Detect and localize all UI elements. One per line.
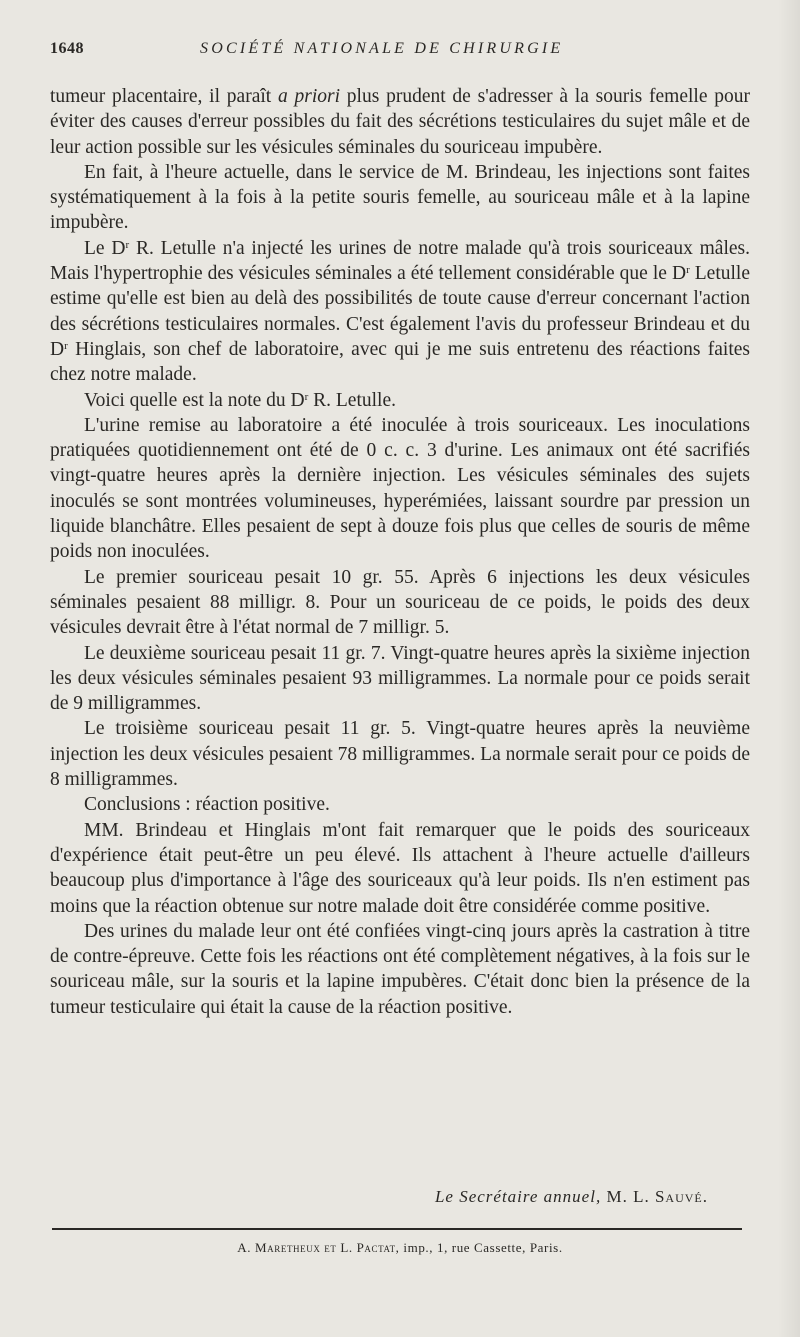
- signature-role: Le Secrétaire annuel,: [434, 1187, 602, 1206]
- paragraph-6: Le premier souriceau pesait 10 gr. 55. Après 6 injections les deux vésicules séminales pesaient 88 milligr. 8. Pour un souriceau de ce poids, le poids des deux vésicules devrait être à l'état normal de 7 milligr. 5.: [50, 566, 750, 639]
- imprint-printers: A. Maretheux et L. Pactat,: [237, 1240, 400, 1255]
- paragraph-4-text-a: Voici quelle est la note du D: [84, 389, 305, 411]
- body-text: [50, 84, 750, 1020]
- page-number: 1648: [50, 40, 84, 57]
- paragraph-8: Le troisième souriceau pesait 11 gr. 5. Vingt-quatre heures après la neuvième injection les deux vésicules pesaient 78 milligrammes. La normale serait pour ce poids de 8 milligrammes.: [50, 718, 750, 791]
- paragraph-3: [50, 236, 750, 388]
- superscript-dr: r: [304, 390, 309, 403]
- paragraph-7: Le deuxième souriceau pesait 11 gr. 7. Vingt-quatre heures après la sixième injection les deux vésicules séminales pesaient 93 milligrammes. La normale pour ce poids serait de 9 milligrammes.: [50, 642, 750, 715]
- paragraph-9: Conclusions : réaction positive.: [84, 794, 330, 816]
- superscript-dr: r: [686, 264, 690, 277]
- footer-rule: [52, 1228, 742, 1230]
- paragraph-1-text-a: tumeur placentaire, il paraît: [50, 86, 278, 107]
- paragraph-5: L'urine remise au laboratoire a été inoculée à trois souriceaux. Les inoculations pratiquées quotidiennement ont été de 0 c. c. 3 d'urine. Les animaux ont été sacrifiés vingt-quatre heures après la dernière injection. Les vésicules séminales des sujets inoculés se sont montrées volumineuses, hyperémiées, laissant sourdre par pression un liquide blanchâtre. Elles pesaient de sept à douze fois plus que celles de souris de même poids non inoculées.: [50, 414, 750, 563]
- paragraph-4-text-b: R. Letulle.: [308, 389, 396, 411]
- page-header: [50, 40, 750, 70]
- superscript-dr: r: [64, 339, 68, 352]
- signature: [435, 1187, 708, 1207]
- paragraph-3-text-a: Le D: [84, 237, 126, 259]
- printer-imprint: [0, 1240, 800, 1256]
- paragraph-10: MM. Brindeau et Hinglais m'ont fait remarquer que le poids des souriceaux d'expérience était peut-être un peu élevé. Ils attachent à l'heure actuelle d'ailleurs beaucoup plus d'importance à l'âge des souriceaux qu'à leur poids. Ils n'en estiment pas moins que la réaction obtenue sur notre malade doit être considérée comme positive.: [50, 819, 750, 917]
- running-title: SOCIÉTÉ NATIONALE DE CHIRURGIE: [200, 40, 564, 57]
- paragraph-3-text-d: Hinglais, son chef de laboratoire, avec qui je me suis entretenu des réactions faites chez notre malade.: [50, 338, 750, 386]
- paragraph-4: [50, 388, 750, 413]
- paragraph-2: En fait, à l'heure actuelle, dans le service de M. Brindeau, les injections sont faites systématiquement à la fois à la petite souris femelle, au souriceau mâle et à la lapine impubère.: [50, 161, 750, 234]
- paragraph-11: Des urines du malade leur ont été confiées vingt-cinq jours après la castration à titre de contre-épreuve. Cette fois les réactions ont été complètement négatives, à la fois sur le souriceau mâle, sur la souris et la lapine impubères. C'était donc bien la présence de la tumeur testiculaire qui était la cause de la réaction positive.: [50, 920, 750, 1018]
- imprint-address: imp., 1, rue Cassette, Paris.: [399, 1240, 563, 1255]
- paragraph-1-text-b: plus prudent de s'adresser à la souris femelle pour éviter des causes d'erreur possibles du fait des sécrétions testiculaires du sujet mâle et de leur action possible sur les vésicules séminales du souriceau impubère.: [50, 86, 750, 158]
- paragraph-1: [50, 84, 750, 160]
- superscript-dr: r: [125, 238, 130, 251]
- signature-name: M. L. Sauvé.: [606, 1187, 708, 1206]
- paragraph-1-italic: a priori: [277, 86, 341, 107]
- page-edge-shadow: [778, 0, 800, 1337]
- paragraph-3-text-b: R. Letulle n'a injecté les urines de notre malade qu'à trois souriceaux mâles. Mais l'hypertrophie des vésicules séminales a été tellement considérable que le D: [50, 237, 750, 285]
- paragraph-3-text-c: Letulle estime qu'elle est bien au delà des possibilités de toute cause d'erreur concernant l'action des sécrétions testiculaires normales. C'est également l'avis du professeur Brindeau et du D: [50, 263, 750, 360]
